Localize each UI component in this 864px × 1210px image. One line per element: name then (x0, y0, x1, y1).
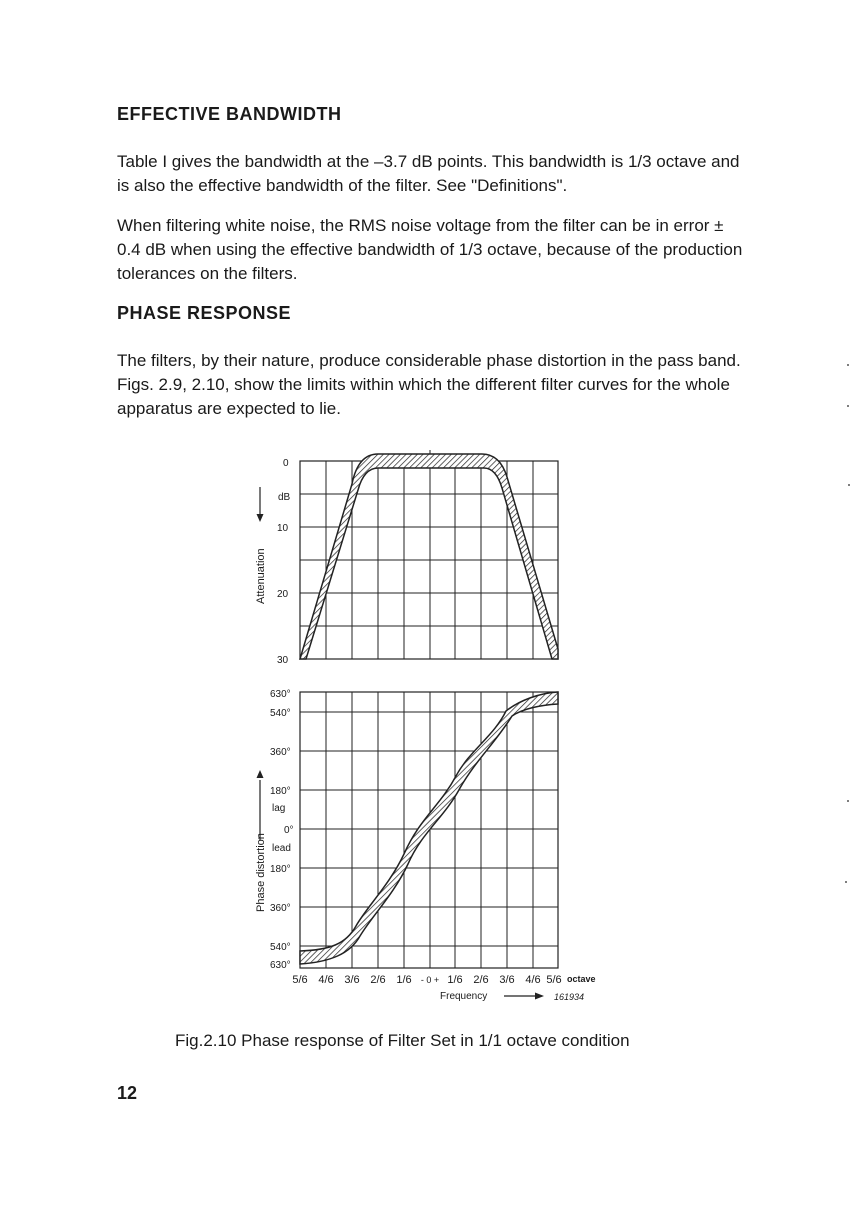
phase-tick-360-lead: 360° (270, 903, 291, 914)
page-number: 12 (117, 1083, 138, 1103)
attenuation-tick-0: 0 (283, 458, 289, 469)
phase-tick-630-lead: 630° (270, 960, 291, 971)
phase-tick-180-lag: 180° (270, 786, 291, 797)
phase-tolerance-band (300, 692, 558, 964)
figure-caption: Fig.2.10 Phase response of Filter Set in 1/1 octave condition (175, 1031, 630, 1050)
paragraph-bandwidth-2: When filtering white noise, the RMS noise voltage from the filter can be in error ± 0.4 dB when using the effective bandwidth of 1/3 octave, because of the production tolerances on the filters. (117, 216, 743, 283)
x-unit-label: octave (567, 974, 596, 984)
x-tick-zero: - 0 + (420, 975, 440, 985)
attenuation-tick-20: 20 (277, 589, 289, 600)
attenuation-arrow-icon (257, 487, 264, 522)
phase-lag-label: lag (272, 803, 286, 814)
x-tick-plus-4-6: 4/6 (525, 974, 541, 986)
attenuation-unit: dB (278, 492, 291, 503)
x-tick-plus-5-6: 5/6 (546, 974, 562, 986)
scan-speck (845, 881, 847, 883)
scan-speck (847, 364, 849, 366)
paragraph-phase-1: The filters, by their nature, produce considerable phase distortion in the pass band. Figs. 2.9, 2.10, show the limits within which the different filter curves for the whole apparatus are expected to lie. (117, 351, 741, 418)
phase-lead-label: lead (272, 843, 291, 854)
x-tick-plus-1-6: 1/6 (447, 974, 463, 986)
x-tick-minus-3-6: 3/6 (344, 974, 360, 986)
phase-axis-label: Phase distortion (255, 833, 267, 912)
phase-tick-630-lag: 630° (270, 689, 291, 700)
scan-speck (848, 484, 850, 486)
phase-tick-labels (270, 689, 294, 971)
phase-tick-0: 0° (284, 825, 294, 836)
attenuation-chart (255, 450, 558, 666)
x-tick-plus-2-6: 2/6 (473, 974, 489, 986)
phase-tick-360-lag: 360° (270, 747, 291, 758)
frequency-arrow-icon (504, 993, 544, 1000)
phase-arrow-icon (257, 770, 264, 840)
attenuation-axis-label: Attenuation (255, 548, 267, 604)
attenuation-tolerance-band (300, 454, 558, 659)
figure-number: 161934 (554, 992, 585, 1002)
paragraph-bandwidth-1: Table I gives the bandwidth at the –3.7 dB points. This bandwidth is 1/3 octave and is also the effective bandwidth of the filter. See "Definitions". (117, 152, 740, 195)
x-tick-plus-3-6: 3/6 (499, 974, 515, 986)
attenuation-tick-10: 10 (277, 523, 289, 534)
phase-chart (255, 689, 558, 971)
section-heading-phase: PHASE RESPONSE (117, 303, 292, 323)
section-heading-bandwidth: EFFECTIVE BANDWIDTH (117, 104, 342, 124)
x-tick-minus-2-6: 2/6 (370, 974, 386, 986)
x-tick-minus-5-6: 5/6 (292, 974, 308, 986)
scan-speck (847, 405, 849, 407)
x-tick-minus-1-6: 1/6 (396, 974, 412, 986)
x-tick-labels (292, 974, 561, 986)
phase-tick-540-lead: 540° (270, 942, 291, 953)
attenuation-tick-30: 30 (277, 655, 289, 666)
scan-speck (847, 800, 849, 802)
phase-tick-540-lag: 540° (270, 708, 291, 719)
x-tick-minus-4-6: 4/6 (318, 974, 334, 986)
phase-tick-180-lead: 180° (270, 864, 291, 875)
x-axis-label: Frequency (440, 991, 488, 1002)
